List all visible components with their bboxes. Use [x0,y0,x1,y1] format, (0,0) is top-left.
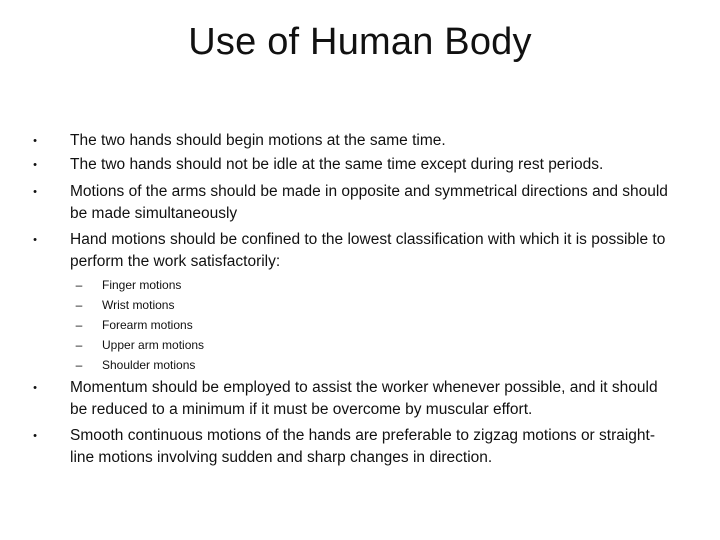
bullet-item [30,377,670,421]
bullet-item [30,229,670,273]
dash-glyph: – [75,338,83,352]
bullet-text: Hand motions should be confined to the lowest classification with which it is possible to perform the work satisfactorily: [70,231,666,270]
bullet-text: The two hands should not be idle at the same time except during rest periods. [70,156,604,173]
sub-bullet-text: Forearm motions [102,318,193,332]
sub-bullet-text: Finger motions [102,278,182,292]
sub-bullet-item [72,335,372,355]
bullet-item [30,425,670,469]
sub-bullet-item [72,355,372,375]
sub-bullet-text: Wrist motions [102,298,175,312]
bullet-glyph: • [33,382,37,394]
sub-bullet-text: Upper arm motions [102,338,205,352]
dash-glyph: – [75,298,83,312]
bullet-glyph: • [33,234,37,246]
bullet-text: The two hands should begin motions at the same time. [70,132,446,149]
sub-bullet-item [72,315,372,335]
bullet-item [30,181,670,225]
sub-bullet-item [72,275,372,295]
bullet-glyph: • [33,135,37,147]
bullet-text: Smooth continuous motions of the hands are preferable to zigzag motions or straight-line motions involving sudden and sharp changes in direction. [70,427,656,466]
bullet-glyph: • [33,186,37,198]
dash-glyph: – [75,358,83,372]
bullet-text: Motions of the arms should be made in opposite and symmetrical directions and should be made simultaneously [70,183,668,222]
bullet-item [30,154,670,176]
sub-bullet-text: Shoulder motions [102,358,196,372]
slide-title: Use of Human Body [188,21,532,63]
bullet-item [30,130,670,152]
bullet-text: Momentum should be employed to assist the worker whenever possible, and it should be reduced to a minimum if it must be overcome by muscular effort. [70,379,658,418]
bullet-glyph: • [33,430,37,442]
sub-bullet-item [72,295,372,315]
bullet-glyph: • [33,159,37,171]
dash-glyph: – [75,278,83,292]
dash-glyph: – [75,318,83,332]
